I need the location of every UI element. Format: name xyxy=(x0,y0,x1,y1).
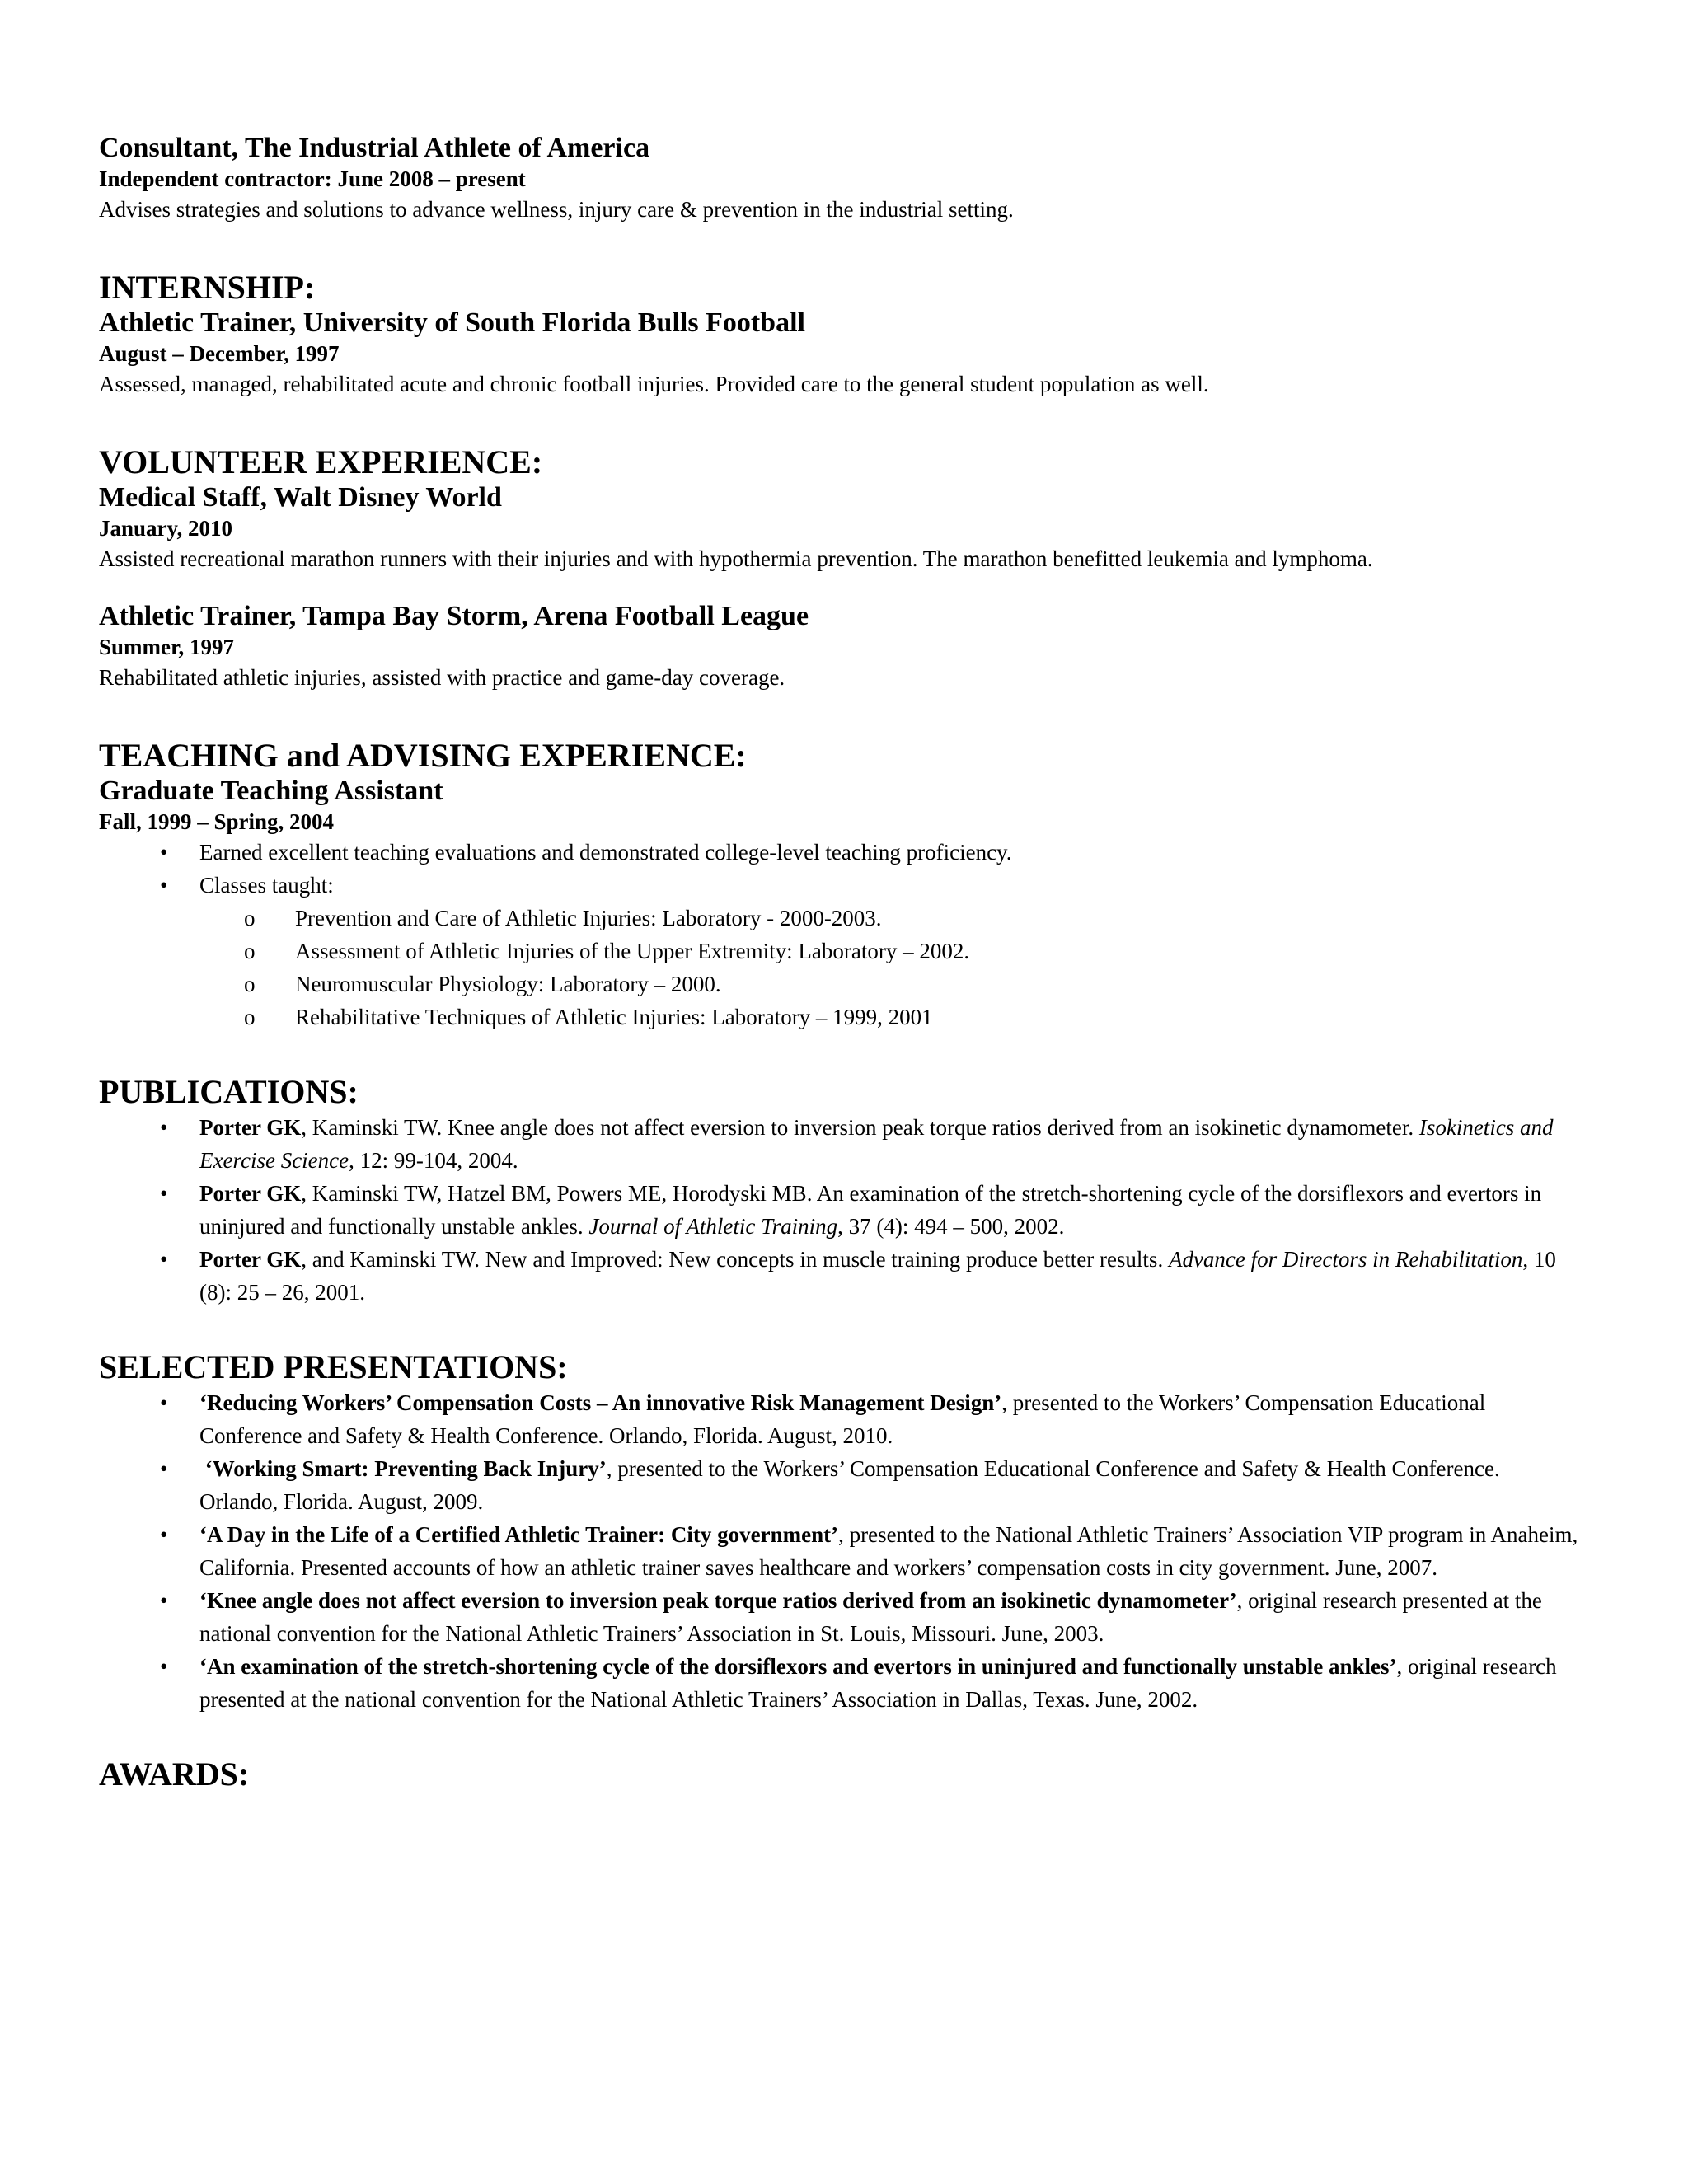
presentation-text: , original research presented at the national convention for the National Athletic Trainers’ Association in Dallas, Texas. June, 2002. xyxy=(199,1654,1557,1712)
awards-section xyxy=(99,1755,1582,1793)
class-item: o Assessment of Athletic Injuries of the Upper Extremity: Laboratory – 2002. xyxy=(99,935,1582,968)
presentation-text: , original research presented at the national convention for the National Athletic Trainers’ Association in St. Louis, Missouri. June, 2003. xyxy=(199,1588,1542,1646)
internship-title: Athletic Trainer, University of South Florida Bulls Football xyxy=(99,307,805,338)
internship-description: Assessed, managed, rehabilitated acute and chronic football injuries. Provided care to the general student population as well. xyxy=(99,372,1209,396)
volunteer-entry-description: Rehabilitated athletic injuries, assisted with practice and game-day coverage. xyxy=(99,665,785,690)
publication-journal: Isokinetics and Exercise Science xyxy=(199,1115,1554,1173)
resume-page xyxy=(99,132,1582,1793)
publication-text: , Kaminski TW. Knee angle does not affect eversion to inversion peak torque ratios derived from an isokinetic dynamometer. xyxy=(301,1115,1419,1140)
publications-section xyxy=(99,1073,1582,1309)
publication-tail: , 37 (4): 494 – 500, 2002. xyxy=(837,1214,1065,1239)
teaching-date: Fall, 1999 – Spring, 2004 xyxy=(99,809,335,834)
consultant-subtitle: Independent contractor: June 2008 – present xyxy=(99,166,526,191)
teaching-section xyxy=(99,737,1582,1033)
publication-author: Porter GK xyxy=(199,1181,302,1206)
publication-tail: , 12: 99-104, 2004. xyxy=(349,1148,518,1173)
publication-journal: Journal of Athletic Training xyxy=(588,1214,838,1239)
publication-tail: , 10 (8): 25 – 26, 2001. xyxy=(199,1247,1556,1305)
internship-date: August – December, 1997 xyxy=(99,341,340,366)
presentation-text: , presented to the National Athletic Trainers’ Association VIP program in Anaheim, California. Presented accounts of how an athletic trainer saves healthcare and workers’ compensation costs in city government. June, 2007. xyxy=(199,1522,1578,1580)
volunteer-section xyxy=(99,443,1582,694)
consultant-title: Consultant, The Industrial Athlete of America xyxy=(99,133,650,163)
presentations-heading: SELECTED PRESENTATIONS: xyxy=(99,1348,568,1385)
teaching-bullet-list xyxy=(99,836,1582,902)
volunteer-entry-date: January, 2010 xyxy=(99,516,233,541)
publication-item xyxy=(99,1243,1582,1309)
classes-list xyxy=(99,902,1582,1033)
presentation-title: ‘Working Smart: Preventing Back Injury’ xyxy=(199,1456,607,1481)
presentation-title: ‘An examination of the stretch-shortening cycle of the dorsiflexors and evertors in uninjured and functionally unstable ankles’ xyxy=(199,1654,1397,1679)
volunteer-entry-title: Medical Staff, Walt Disney World xyxy=(99,482,502,513)
volunteer-entry-date: Summer, 1997 xyxy=(99,635,235,659)
presentations-section xyxy=(99,1348,1582,1716)
presentation-title: ‘Reducing Workers’ Compensation Costs – An innovative Risk Management Design’ xyxy=(199,1390,1002,1415)
presentation-item xyxy=(99,1518,1582,1584)
volunteer-heading: VOLUNTEER EXPERIENCE: xyxy=(99,443,543,480)
teaching-title: Graduate Teaching Assistant xyxy=(99,776,443,806)
volunteer-entry xyxy=(99,481,1582,575)
publication-item xyxy=(99,1177,1582,1243)
volunteer-entry-description: Assisted recreational marathon runners with their injuries and with hypothermia prevention. The marathon benefitted leukemia and lymphoma. xyxy=(99,546,1373,571)
presentation-title: ‘A Day in the Life of a Certified Athletic Trainer: City government’ xyxy=(199,1522,839,1547)
awards-heading: AWARDS: xyxy=(99,1755,250,1793)
publication-journal: Advance for Directors in Rehabilitation xyxy=(1168,1247,1523,1272)
publications-list xyxy=(99,1111,1582,1309)
class-item: o Rehabilitative Techniques of Athletic Injuries: Laboratory – 1999, 2001 xyxy=(99,1001,1582,1033)
consultant-description: Advises strategies and solutions to advance wellness, injury care & prevention in the industrial setting. xyxy=(99,197,1014,222)
volunteer-entry-title: Athletic Trainer, Tampa Bay Storm, Arena Football League xyxy=(99,601,809,631)
presentation-item xyxy=(99,1650,1582,1716)
publication-text: , Kaminski TW, Hatzel BM, Powers ME, Horodyski MB. An examination of the stretch-shortening cycle of the dorsiflexors and evertors in uninjured and functionally unstable ankles. xyxy=(199,1181,1542,1239)
presentation-item xyxy=(99,1584,1582,1650)
class-item: o Prevention and Care of Athletic Injuries: Laboratory - 2000-2003. xyxy=(99,902,1582,935)
internship-section xyxy=(99,269,1582,401)
teaching-bullet: • Earned excellent teaching evaluations and demonstrated college-level teaching proficiency. xyxy=(99,836,1582,869)
teaching-bullet: • Classes taught: xyxy=(99,869,1582,902)
volunteer-entry xyxy=(99,600,1582,694)
presentations-list xyxy=(99,1386,1582,1716)
consultant-section xyxy=(99,132,1582,226)
presentation-item xyxy=(99,1452,1582,1518)
publication-text: , and Kaminski TW. New and Improved: New concepts in muscle training produce better results. xyxy=(301,1247,1169,1272)
presentation-text: , presented to the Workers’ Compensation Educational Conference and Safety & Health Conference. Orlando, Florida. August, 2010. xyxy=(199,1390,1486,1448)
presentation-title: ‘Knee angle does not affect eversion to inversion peak torque ratios derived from an isokinetic dynamometer’ xyxy=(199,1588,1237,1613)
publication-author: Porter GK xyxy=(199,1247,302,1272)
teaching-heading: TEACHING and ADVISING EXPERIENCE: xyxy=(99,737,747,774)
publications-heading: PUBLICATIONS: xyxy=(99,1073,359,1110)
presentation-item xyxy=(99,1386,1582,1452)
publication-item xyxy=(99,1111,1582,1177)
publication-author: Porter GK xyxy=(199,1115,302,1140)
class-item: o Neuromuscular Physiology: Laboratory – 2000. xyxy=(99,968,1582,1001)
internship-heading: INTERNSHIP: xyxy=(99,269,316,306)
presentation-text: , presented to the Workers’ Compensation Educational Conference and Safety & Health Conference. Orlando, Florida. August, 2009. xyxy=(199,1456,1500,1514)
